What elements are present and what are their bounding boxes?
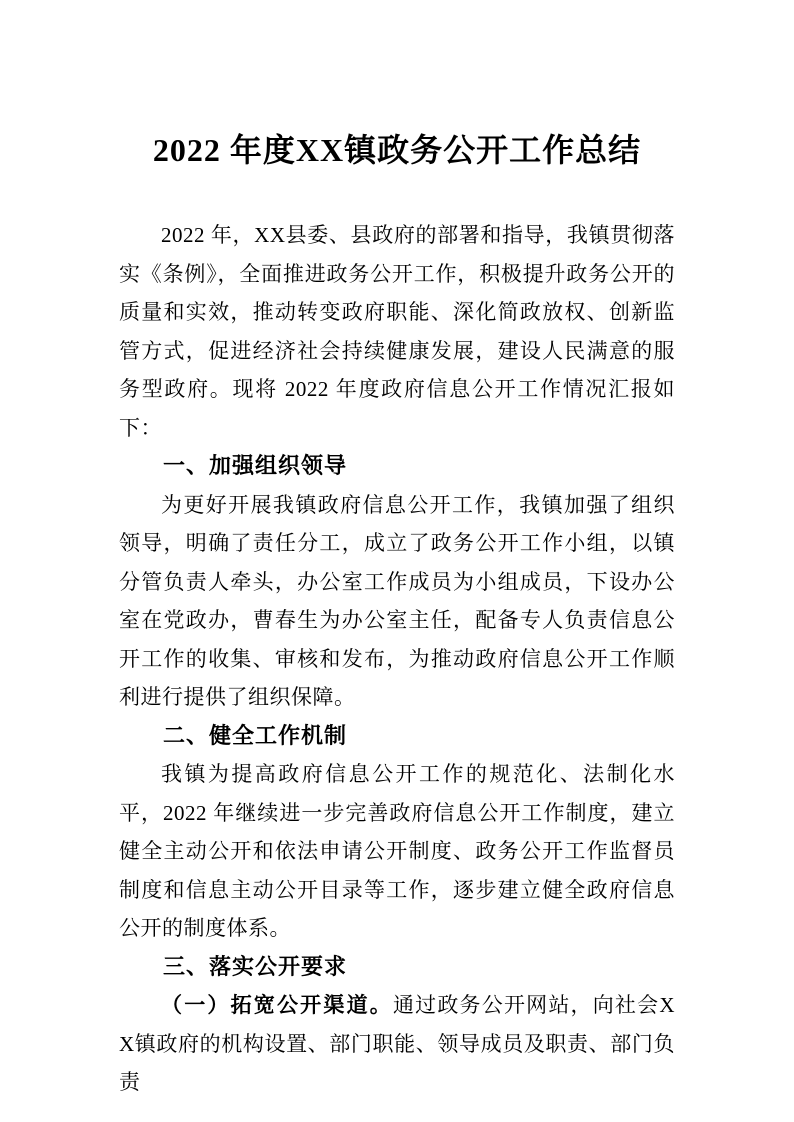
document-title: 2022 年度XX镇政务公开工作总结 (152, 132, 642, 168)
section-3-heading: 三、落实公开要求 (163, 953, 348, 979)
subitem-lead-text: （一）拓宽公开渠道。 (161, 993, 393, 1017)
section-3-subitem-paragraph (119, 986, 675, 1102)
intro-paragraph: 2022 年，XX县委、县政府的部署和指导，我镇贯彻落实《条例》，全面推进政务公开工作，积极提升政务公开的质量和实效，推动转变政府职能、深化简政放权、创新监管方式，促进经济社会持续健康发展，建设人民满意的服务型政府。现将 2022 年度政府信息公开工作情况汇报如下： (119, 223, 675, 440)
section-2-paragraph: 我镇为提高政府信息公开工作的规范化、法制化水平，2022 年继续进一步完善政府信息公开工作制度，建立健全主动公开和依法申请公开制度、政务公开工作监督员制度和信息主动公开目录等工作，逐步建立健全政府信息公开的制度体系。 (119, 762, 675, 940)
subitem-body-text: 通过政务公开网站，向社会XX镇政府的机构设置、部门职能、领导成员及职责、部门负责 (119, 993, 675, 1094)
section-2-heading: 二、健全工作机制 (163, 722, 348, 748)
section-1-heading: 一、加强组织领导 (163, 453, 348, 478)
section-1-paragraph: 为更好开展我镇政府信息公开工作，我镇加强了组织领导，明确了责任分工，成立了政务公开工作小组，以镇分管负责人牵头，办公室工作成员为小组成员，下设办公室在党政办，曹春生为办公室主任，配备专人负责信息公开工作的收集、审核和发布，为推动政府信息公开工作顺利进行提供了组织保障。 (119, 492, 675, 709)
